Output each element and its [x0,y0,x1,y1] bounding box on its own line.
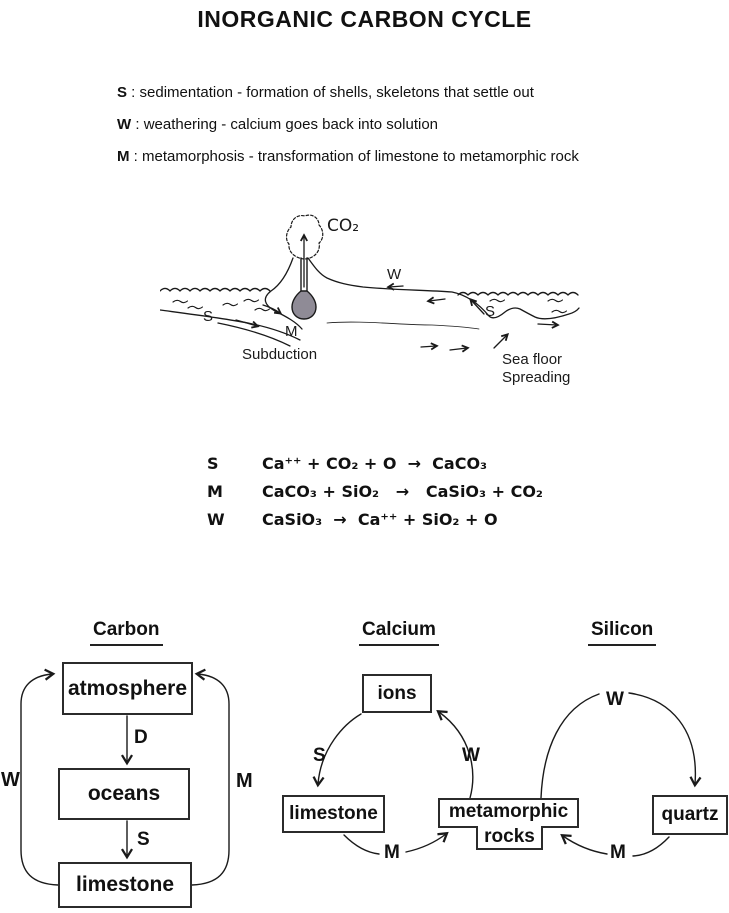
legend-letter: S [117,84,128,101]
carbon-arrow-s-label: S [137,829,150,850]
volcano-left-flank [265,258,302,329]
carbon-box-oceans: oceans [58,768,190,820]
seafloor-spreading-label-line2: Spreading [502,369,571,386]
legend-letter: M [117,148,130,165]
silicon-cycle-title: Silicon [588,619,656,646]
silicon-arrow-m-left [563,836,607,854]
subducting-slab-line-lower [218,323,290,346]
silicon-arrow-m-right [633,837,669,856]
equation-row-w [207,510,498,529]
carbon-box-limestone: limestone [58,862,192,908]
legend-separator: : [131,116,144,133]
co2-label: CO₂ [327,216,360,236]
equation-formula: CaSiO₃ → Ca⁺⁺ + SiO₂ + O [262,510,498,529]
legend-separator: : [129,148,143,165]
silicon-box-quartz: quartz [652,795,728,835]
equation-letter: S [207,454,219,473]
silicon-arrow-m-label: M [610,842,626,863]
equation-formula: Ca⁺⁺ + CO₂ + O → CaCO₃ [262,454,488,473]
plate-motion-arrows [236,286,557,350]
metamorphic-rocks-label-line2: rocks [484,826,535,847]
legend-desc: sedimentation - formation of shells, skeletons that settle out [139,84,534,101]
calcium-arrow-s-label: S [313,745,326,766]
carbon-box-atmosphere: atmosphere [62,662,193,715]
right-ocean-surface [458,293,578,296]
equation-letter: M [207,482,223,501]
carbon-arrow-d-label: D [134,727,148,748]
carbon-arrow-m [192,674,229,885]
equation-letter: W [207,510,225,529]
carbon-arrow-m-label: M [236,770,253,792]
calcium-arrow-w-label: W [462,745,480,766]
left-ocean-surface [160,289,270,292]
legend-desc: metamorphosis - transformation of limestone to metamorphic rock [142,148,579,165]
silicon-arrow-w-left [541,694,599,798]
calcium-arrow-m-label: M [384,842,400,863]
seafloor-spreading-label-line1: Sea floor [502,351,563,368]
metamorphosis-label: M [285,323,298,340]
legend-letter: W [117,116,132,133]
magma-chamber [292,291,316,319]
carbon-cycle-title: Carbon [90,619,163,646]
legend-row-s [117,84,534,101]
equation-row-s [207,454,487,473]
page-title: INORGANIC CARBON CYCLE [197,6,532,32]
calcium-box-limestone: limestone [282,795,385,833]
crust-base-line [327,322,479,329]
calcium-arrow-m-right [406,834,446,852]
carbon-arrow-w [21,674,58,885]
sedimentation-label-right: S [485,303,496,320]
carbon-arrow-w-label: W [1,769,20,791]
volcano-subduction-illustration [160,195,729,400]
sedimentation-label-left: S [203,308,214,325]
equation-row-m [207,482,543,501]
calcium-arrow-m-left [344,835,379,854]
silicon-arrow-w-label: W [606,689,624,710]
volcano-right-flank-and-seafloor [308,258,579,319]
equation-formula: CaCO₃ + SiO₂ → CaSiO₃ + CO₂ [262,482,543,501]
legend-row-m [117,148,579,165]
silicon-arrow-w-right [629,693,695,784]
subduction-label: Subduction [242,346,318,363]
calcium-cycle-title: Calcium [359,619,439,646]
legend-separator: : [127,84,140,101]
calcium-box-ions: ions [362,674,432,713]
metamorphic-rocks-label-line1: metamorphic [448,801,569,822]
legend-row-w [117,116,438,133]
legend-desc: weathering - calcium goes back into solution [143,116,439,133]
weathering-label: W [387,266,402,283]
